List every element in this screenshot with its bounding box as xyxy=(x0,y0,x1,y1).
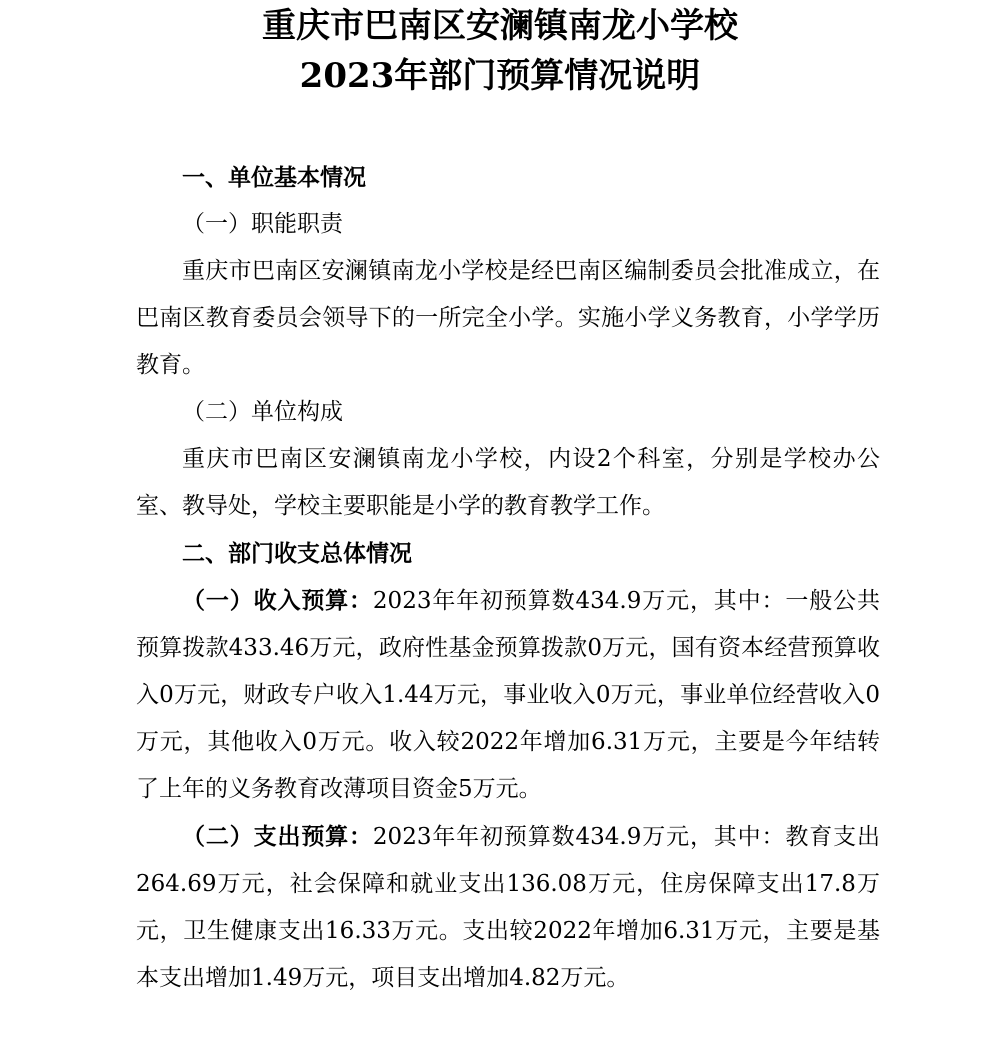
section-heading-basic-info: 一、单位基本情况 xyxy=(182,164,366,191)
paragraph-duties: 重庆市巴南区安澜镇南龙小学校是经巴南区编制委员会批准成立，在巴南区教育委员会领导下的一所完全小学。实施小学义务教育，小学学历教育。 xyxy=(136,258,880,378)
document-body xyxy=(136,154,880,1002)
paragraph-expenditure-budget xyxy=(136,813,880,1002)
expenditure-budget-text: 2023年年初预算数434.9万元，其中：教育支出264.69万元，社会保障和就业支出136.08万元，住房保障支出17.8万元，卫生健康支出16.33万元。支出较2022年增加6.31万元，主要是基本支出增加1.49万元，项目支出增加4.82万元。 xyxy=(136,824,880,991)
paragraph-composition: 重庆市巴南区安澜镇南龙小学校，内设2个科室，分别是学校办公室、教导处，学校主要职能是小学的教育教学工作。 xyxy=(136,446,880,519)
expenditure-budget-label: （二）支出预算： xyxy=(182,823,373,850)
income-budget-text: 2023年年初预算数434.9万元，其中：一般公共预算拨款433.46万元，政府性基金预算拨款0万元，国有资本经营预算收入0万元，财政专户收入1.44万元，事业收入0万元，事业单位经营收入0万元，其他收入0万元。收入较2022年增加6.31万元，主要是今年结转了上年的义务教育改薄项目资金5万元。 xyxy=(136,588,880,802)
income-budget-label: （一）收入预算： xyxy=(182,587,373,614)
document-title-line1: 重庆市巴南区安澜镇南龙小学校 xyxy=(262,6,738,46)
subheading-duties: （一）职能职责 xyxy=(182,211,343,237)
subheading-composition: （二）单位构成 xyxy=(182,399,343,425)
document-title-line2: 2023年部门预算情况说明 xyxy=(299,56,701,96)
section-heading-budget-overview: 二、部门收支总体情况 xyxy=(182,540,412,567)
paragraph-income-budget xyxy=(136,577,880,813)
